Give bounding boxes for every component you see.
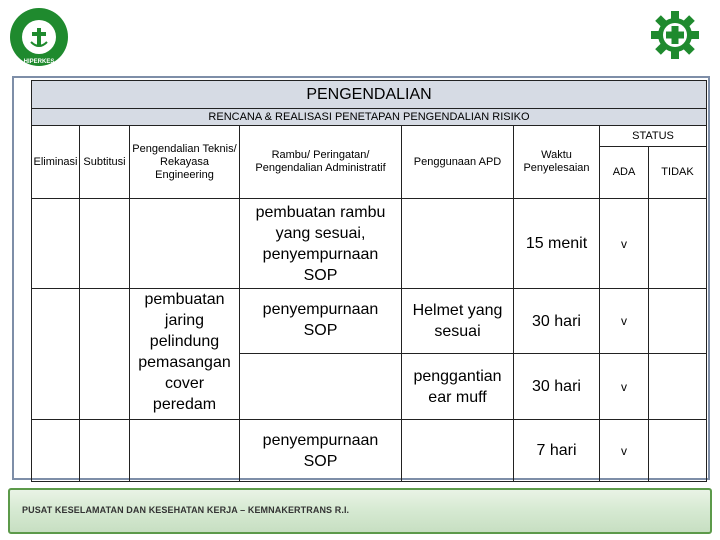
- row4-waktu: 7 hari: [514, 420, 600, 482]
- row3-ada: v: [600, 354, 649, 420]
- row1-ada: v: [600, 199, 649, 289]
- header-apd: Penggunaan APD: [402, 126, 514, 199]
- row2-waktu: 30 hari: [514, 289, 600, 354]
- row4-ada: v: [600, 420, 649, 482]
- teknis-merged: pembuatan jaring pelindung pemasangan cover peredam: [130, 289, 240, 420]
- table-row: [32, 199, 707, 289]
- footer-banner: [8, 488, 712, 534]
- header-status: STATUS: [600, 126, 707, 147]
- header-teknis: Pengendalian Teknis/ Rekayasa Engineering: [130, 126, 240, 199]
- row3-apd: penggantian ear muff: [402, 354, 514, 420]
- header-subtitusi: Subtitusi: [80, 126, 130, 199]
- logo-text: HIPERKES: [23, 59, 55, 65]
- row2-ada: v: [600, 289, 649, 354]
- table-row: [32, 420, 707, 482]
- gear-cross-icon: [650, 10, 700, 60]
- footer-text: PUSAT KESELAMATAN DAN KESEHATAN KERJA – KEMNAKERTRANS R.I.: [22, 505, 350, 515]
- table-subtitle: RENCANA & REALISASI PENETAPAN PENGENDALIAN RISIKO: [32, 109, 707, 126]
- header-administratif: Rambu/ Peringatan/ Pengendalian Administratif: [240, 126, 402, 199]
- header-eliminasi: Eliminasi: [32, 126, 80, 199]
- table-title: PENGENDALIAN: [32, 81, 707, 109]
- header-ada: ADA: [600, 147, 649, 199]
- table-row: [32, 289, 707, 354]
- header-waktu: Waktu Penyelesaian: [514, 126, 600, 199]
- row2-apd: Helmet yang sesuai: [402, 289, 514, 354]
- row1-administratif: pembuatan rambu yang sesuai, penyempurnaan SOP: [240, 199, 402, 289]
- header-tidak: TIDAK: [649, 147, 707, 199]
- hiperkes-logo: [8, 6, 70, 68]
- row3-waktu: 30 hari: [514, 354, 600, 420]
- row4-administratif: penyempurnaan SOP: [240, 420, 402, 482]
- row1-waktu: 15 menit: [514, 199, 600, 289]
- row2-administratif: penyempurnaan SOP: [240, 289, 402, 354]
- control-table: [31, 80, 707, 482]
